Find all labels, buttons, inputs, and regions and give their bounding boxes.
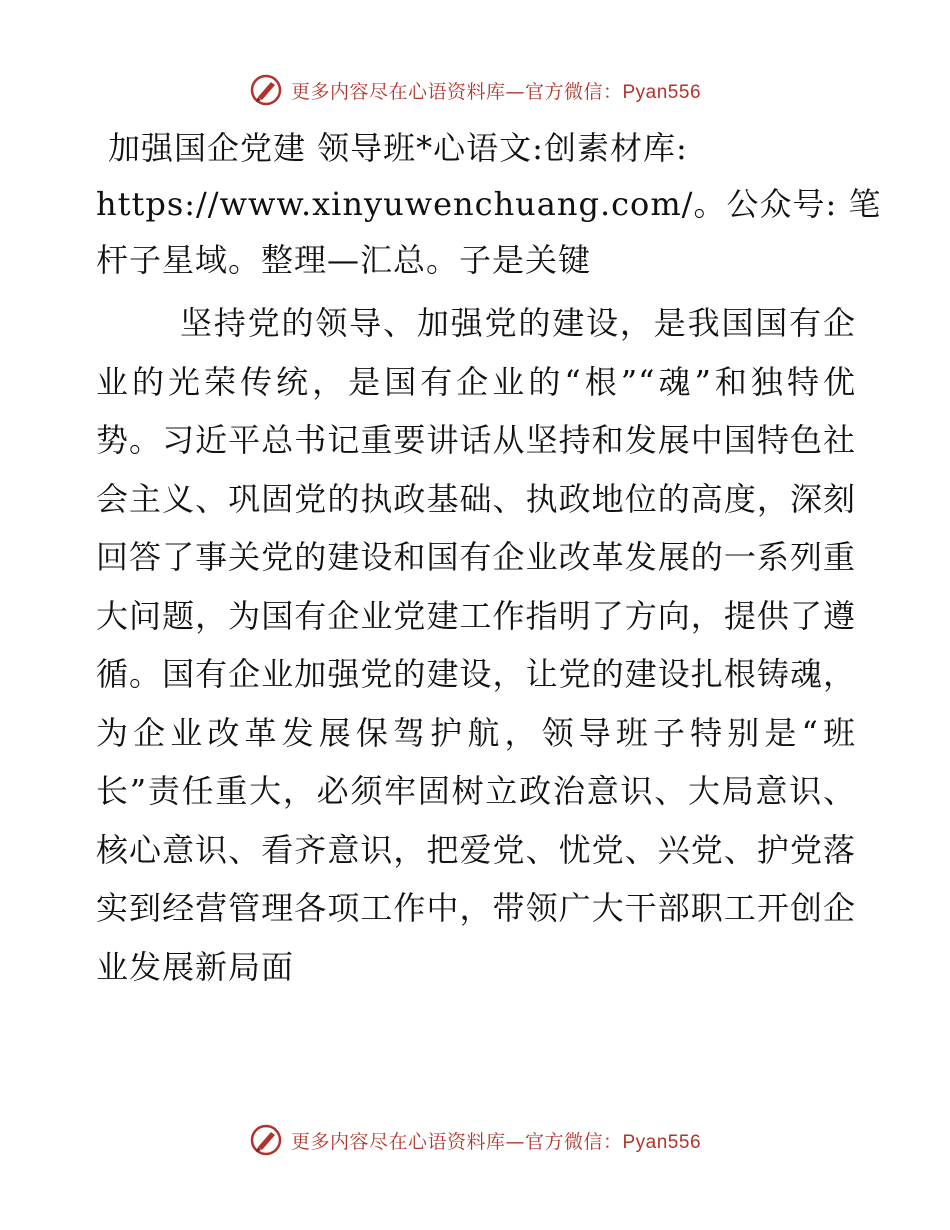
document-body bbox=[96, 120, 882, 996]
pen-logo-icon bbox=[249, 73, 283, 107]
watermark-banner-top bbox=[0, 70, 950, 110]
watermark-text bbox=[291, 1127, 701, 1154]
title-line-1: 加强国企党建 领导班*心语文:创素材库: bbox=[108, 129, 688, 167]
watermark-text bbox=[291, 77, 701, 104]
title-line-2: https://www.xinyuwenchuang.com/。公众号: 笔 bbox=[96, 185, 882, 223]
pen-logo-icon bbox=[249, 1123, 283, 1157]
body-paragraph: 坚持党的领导、加强党的建设，是我国国有企业的光荣传统，是国有企业的“根”“魂”和独特优势。习近平总书记重要讲话从坚持和发展中国特色社会主义、巩固党的执政基础、执政地位的高度，深刻回答了事关党的建设和国有企业改革发展的一系列重大问题，为国有企业党建工作指明了方向，提供了遵循。国有企业加强党的建设，让党的建设扎根铸魂，为企业改革发展保驾护航，领导班子特别是“班长”责任重大，必须牢固树立政治意识、大局意识、核心意识、看齐意识，把爱党、忧党、兴党、护党落实到经营管理各项工作中，带领广大干部职工开创企业发展新局面 bbox=[96, 304, 856, 986]
watermark-id: Pyan556 bbox=[622, 1131, 702, 1153]
watermark-label: 更多内容尽在心语资料库—官方微信： bbox=[290, 80, 623, 103]
document-title bbox=[96, 120, 882, 288]
watermark-label: 更多内容尽在心语资料库—官方微信： bbox=[290, 1130, 623, 1153]
watermark-id: Pyan556 bbox=[622, 81, 702, 103]
watermark-banner-bottom bbox=[0, 1120, 950, 1160]
title-line-3: 杆子星域。整理—汇总。子是关键 bbox=[96, 241, 592, 279]
